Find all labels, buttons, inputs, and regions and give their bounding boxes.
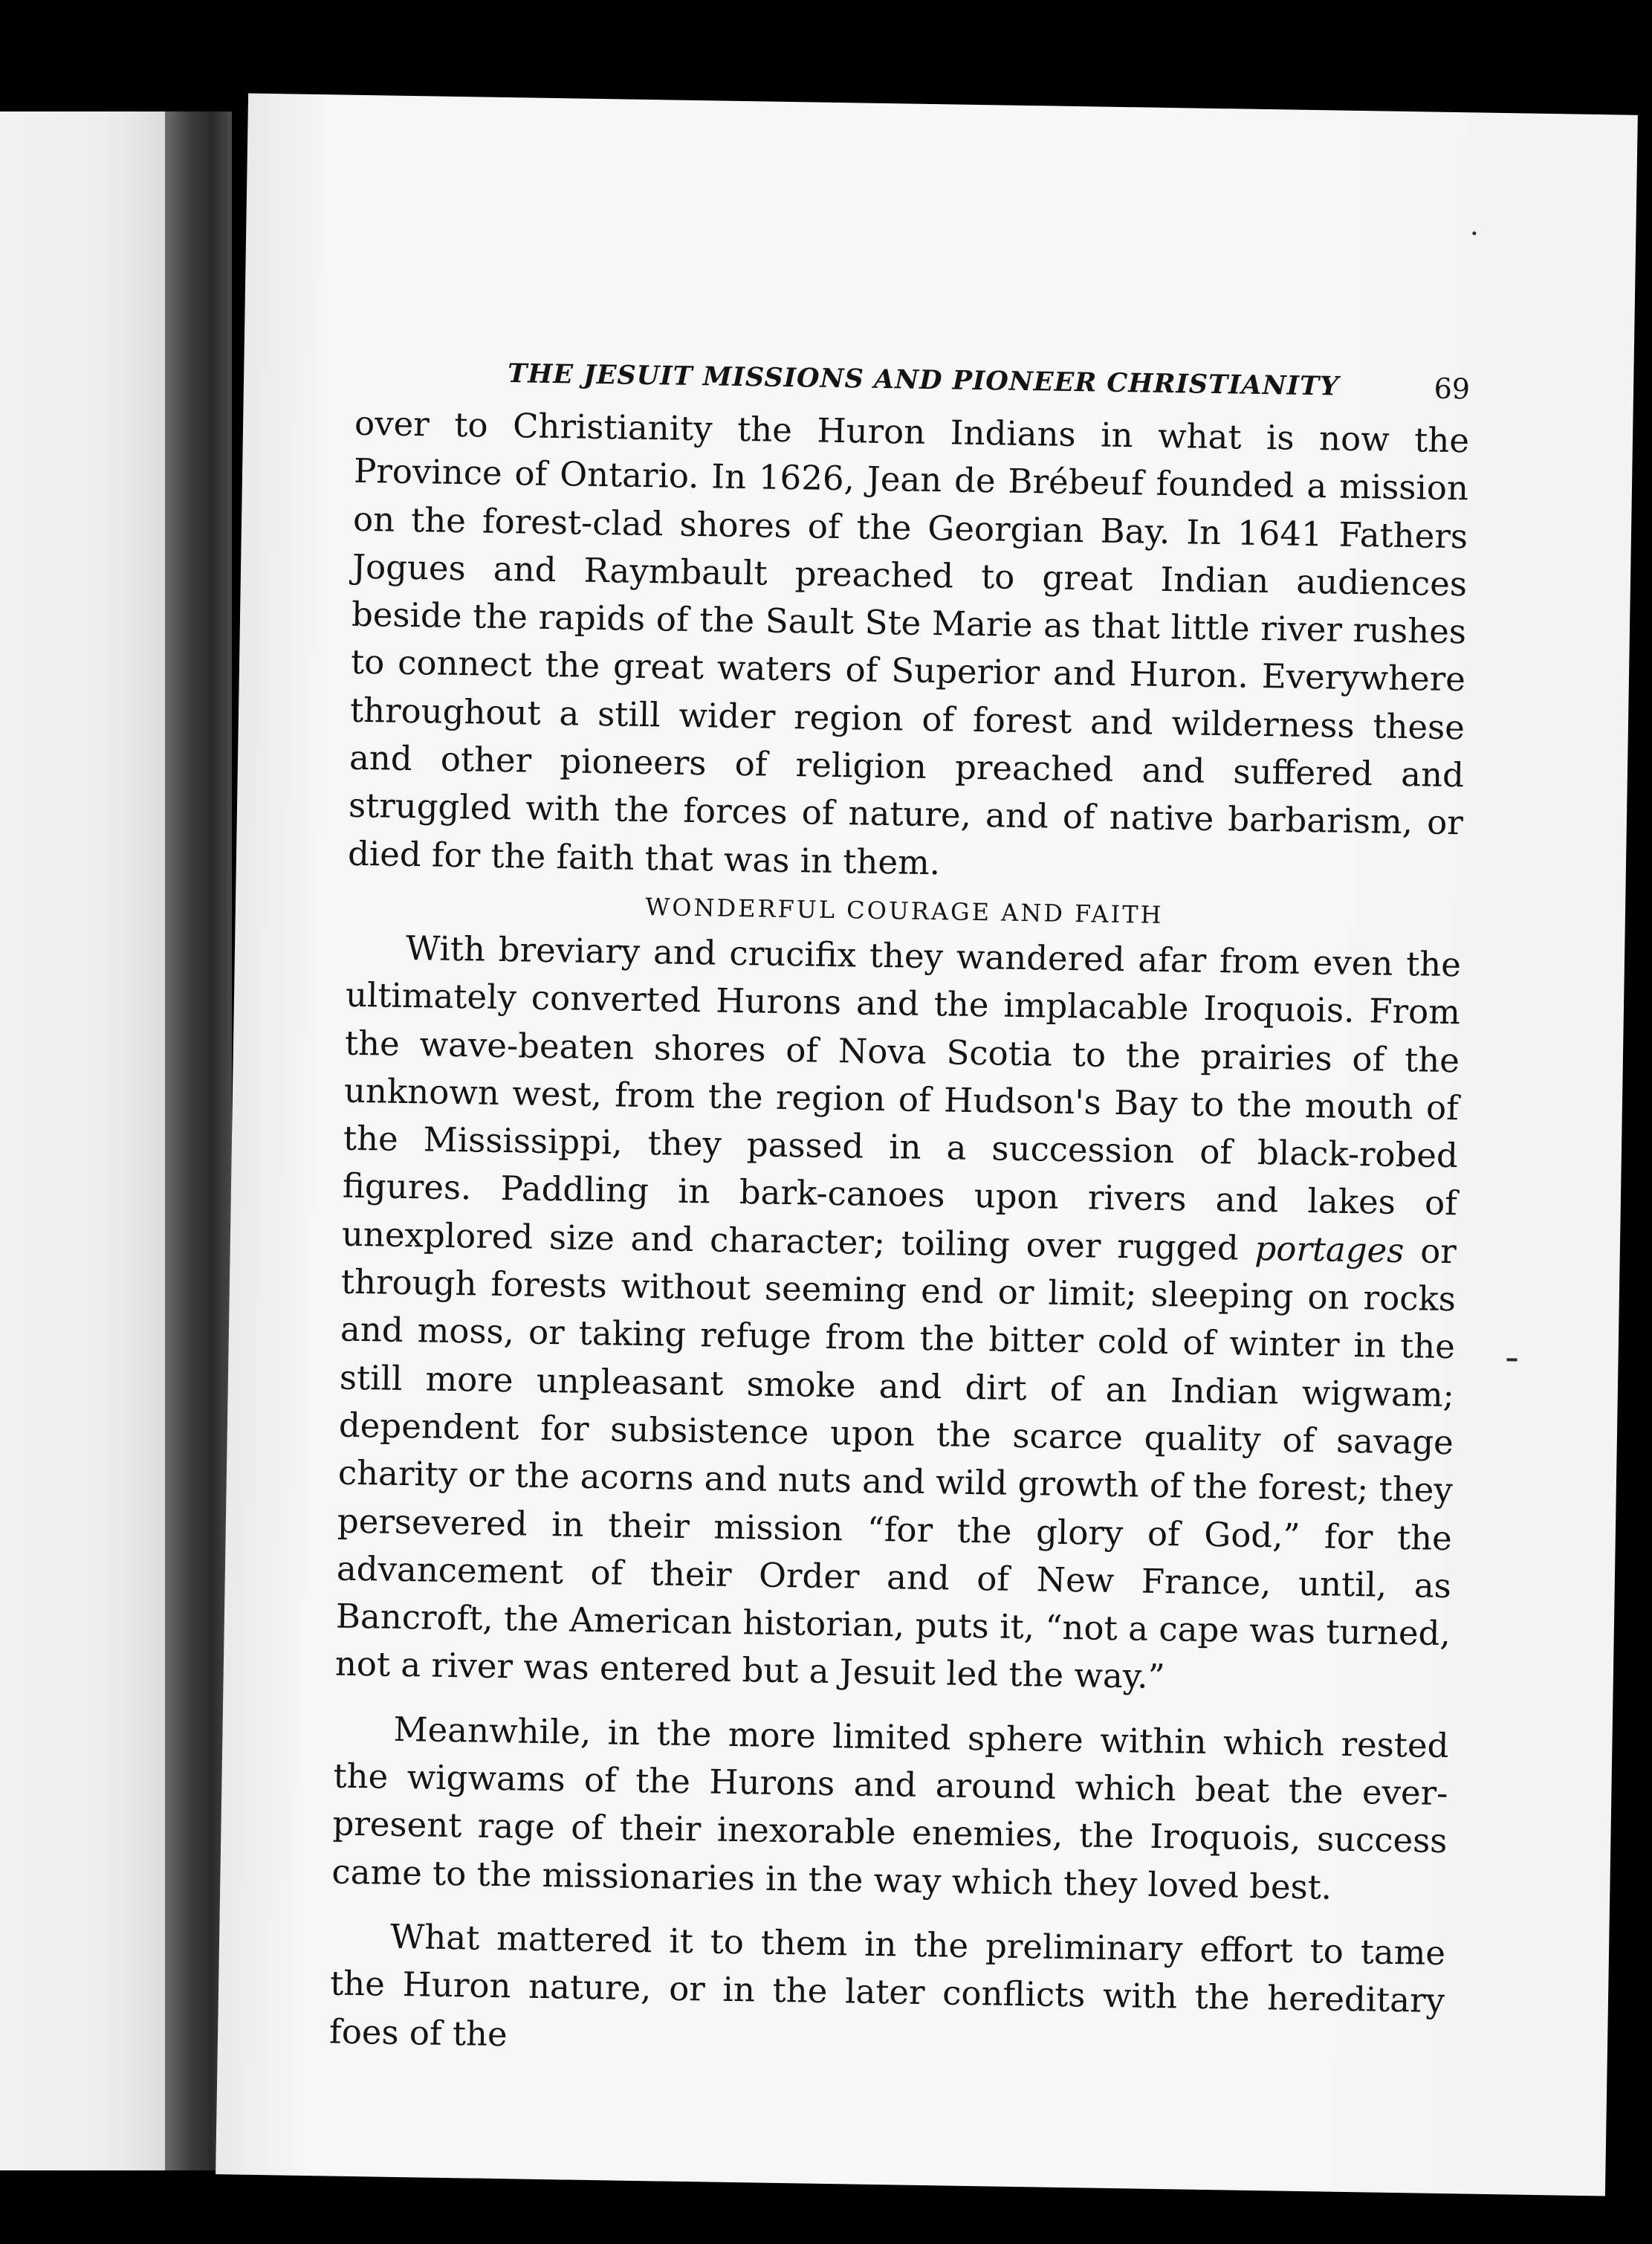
left-page-edge — [0, 111, 165, 2170]
paragraph-3: Meanwhile, in the more limited sphere within which rested the wigwams of the Hurons and around which beat the ever-present rage of their inexorable enemies, the Iroquois, success came to the missionaries in the way which they loved best. — [331, 1709, 1449, 1907]
italic-word-portages: portages — [1254, 1228, 1405, 1270]
page-number: 69 — [1434, 372, 1471, 406]
book-page — [216, 93, 1638, 2196]
section-heading: WONDERFUL COURAGE AND FAITH — [645, 892, 1164, 929]
paragraph-2-text-a: With breviary and crucifix they wandered afar from even the ultimately converted Hurons and the implacable Iroquois. From the wave-beaten shores of Nova Scotia to the prairies of the unknown west, from the region of Hudson's Bay to the mouth of the Mississippi, they passed in a succession of black-robed figures. Paddling in bark-canoes upon rivers and lakes of unexplored size and character; toiling over rugged — [341, 928, 1462, 1268]
running-title: THE JESUIT MISSIONS AND PIONEER CHRISTIANITY — [507, 358, 1340, 402]
paragraph-4: What mattered it to them in the preliminary effort to tame the Huron nature, or in the later conflicts with the hereditary foes of the — [328, 1916, 1446, 2054]
paragraph-1: over to Christianity the Huron Indians in what is now the Province of Ontario. In 1626, Jean de Brébeuf founded a mission on the forest-clad shores of the Georgian Bay. In 1641 Fathers Jogues and Raymbault preached to great Indian audiences beside the rapids of the Sault Ste Marie as that little river rushes to connect the great waters of Superior and Huron. Everywhere throughout a still wider region of forest and wilderness these and other pioneers of religion preached and suffered and struggled with the forces of nature, and of native barbarism, or died for the faith that was in them. — [347, 403, 1470, 882]
scan-speck — [1507, 1358, 1517, 1361]
paragraph-2 — [334, 924, 1461, 1706]
scan-speck — [1472, 231, 1476, 235]
paragraph-2-text-b: or through forests without seeming end or limit; sleeping on rocks and moss, or taking refuge from the bitter cold of winter in the still more unpleasant smoke and dirt of an Indian wigwam; dependent for subsistence upon the scarce quality of savage charity or the acorns and nuts and wild growth of the forest; they persevered in their mission “for the glory of God,” for the advancement of their Order and of New France, until, as Bancroft, the American historian, puts it, “not a cape was turned, not a river was entered but a Jesuit led the way.” — [334, 1230, 1457, 1697]
page-text-block — [329, 340, 1471, 2073]
